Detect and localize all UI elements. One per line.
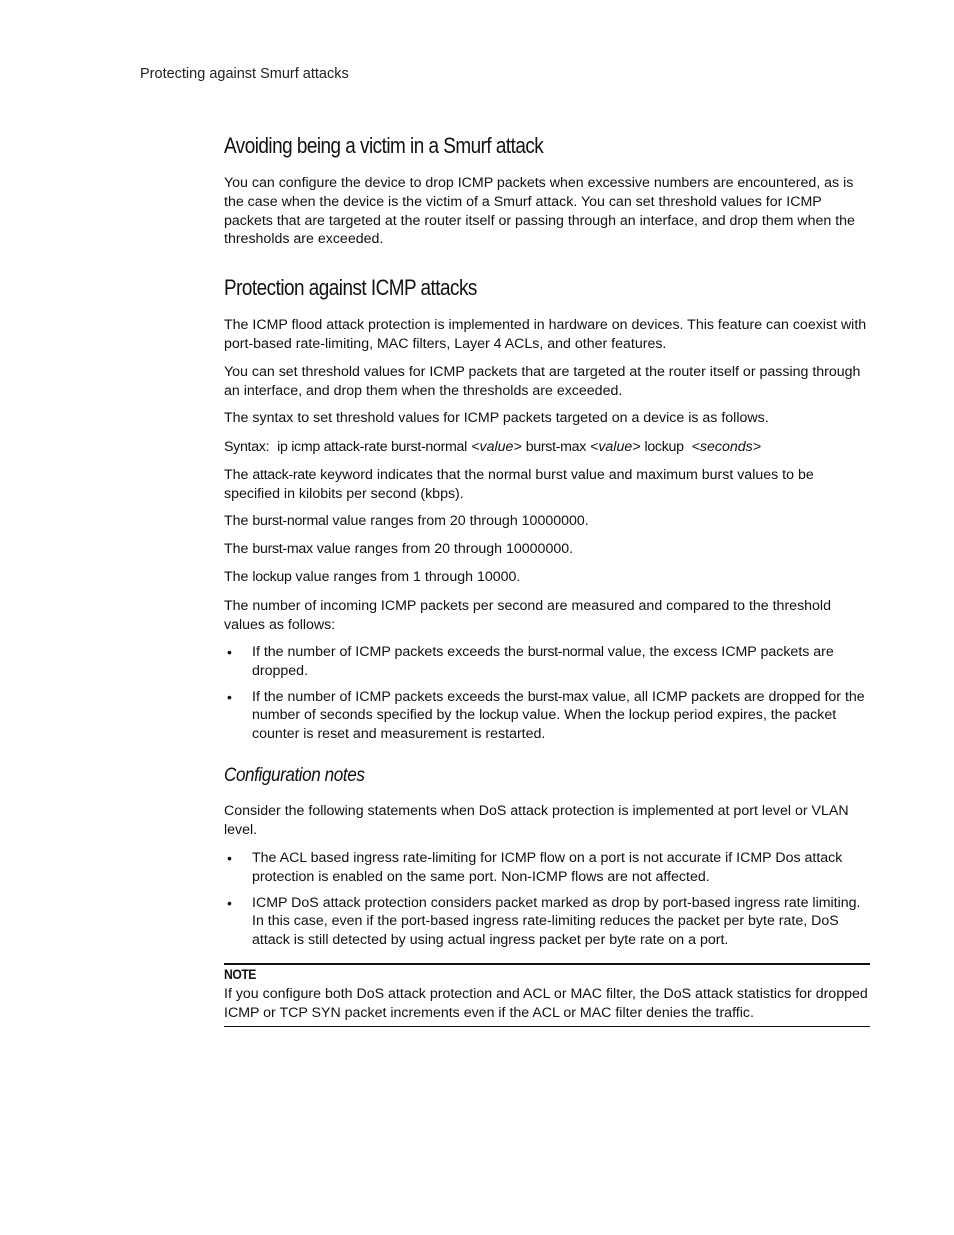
syntax-arg-seconds: <seconds> [691, 439, 762, 455]
paragraph-config-notes: Consider the following statements when DoS attack protection is implemented at port level or VLAN level. [224, 803, 849, 838]
list-item: • If the number of ICMP packets exceeds the burst-max value, all ICMP packets are dropped for the number of seconds specified by the lockup value. When the lockup period expires, the packet counter is reset and measurement is restarted. [227, 688, 865, 743]
running-head: Protecting against Smurf attacks [140, 66, 349, 82]
keyword-burst-normal: burst-normal [527, 644, 604, 660]
paragraph-burst-max: The burst-max value ranges from 20 through 10000000. [224, 541, 574, 557]
keyword-attack-rate: attack-rate [252, 467, 317, 483]
subsection-title-config-notes: Configuration notes [224, 764, 365, 786]
bullet-dot: • [227, 688, 232, 705]
keyword-burst-max: burst-max [527, 688, 589, 705]
keyword-burst-max: burst-max [252, 541, 313, 557]
note-text: If you configure both DoS attack protection and ACL or MAC filter, the DoS attack statistics for dropped ICMP or TCP SYN packet increments even if the ACL or MAC filter denies the traffic. [224, 986, 868, 1021]
note-bottom-rule [224, 1026, 870, 1027]
syntax-line [224, 438, 870, 457]
syntax-keyword-burst-max: burst-max [525, 439, 587, 455]
keyword-lockup: lockup [252, 569, 292, 585]
paragraph-measurement: The number of incoming ICMP packets per second are measured and compared to the threshold values as follows: [224, 598, 831, 633]
syntax-label: Syntax: [224, 439, 270, 455]
paragraph-burst-normal: The burst-normal value ranges from 20 through 10000000. [224, 513, 589, 529]
keyword-burst-normal: burst-normal [252, 513, 329, 529]
paragraph-attack-rate: The attack-rate keyword indicates that the normal burst value and maximum burst values to be specified in kilobits per second (kbps). [224, 467, 814, 502]
paragraph-smurf: You can configure the device to drop ICMP packets when excessive numbers are encountered, as is the case when the device is the victim of a Smurf attack. You can set threshold values for ICMP packets that are targeted at the router itself or passing through an interface, and drop them when the thresholds are exceeded. [224, 175, 855, 248]
syntax-command: ip icmp attack-rate burst-norma [277, 439, 465, 455]
bullet-dot: • [227, 894, 232, 911]
paragraph-lockup: The lockup value ranges from 1 through 10000. [224, 569, 521, 585]
list-item: • The ACL based ingress rate-limiting for ICMP flow on a port is not accurate if ICMP Dos attack protection is enabled on the same port. Non-ICMP flows are not affected. [227, 850, 843, 885]
syntax-arg-value-1: <value> [471, 439, 522, 455]
syntax-command-tail: l [464, 439, 468, 455]
note-top-rule [224, 963, 870, 965]
paragraph-icmp-intro: The ICMP flood attack protection is implemented in hardware on devices. This feature can coexist with port-based rate-limiting, MAC filters, Layer 4 ACLs, and other features. [224, 317, 867, 352]
note-label: NOTE [224, 967, 256, 982]
list-item: • ICMP DoS attack protection considers packet marked as drop by port-based ingress rate limiting. In this case, even if the port-based ingress rate-limiting reduces the packet per byte rate, DoS attack is still detected by using actual ingress packet per byte rate on a port. [227, 894, 861, 949]
list-item: • If the number of ICMP packets exceeds the burst-normal value, the excess ICMP packets are dropped. [227, 644, 834, 679]
bullet-dot: • [227, 850, 232, 866]
section-title-smurf: Avoiding being a victim in a Smurf attack [224, 133, 544, 158]
syntax-arg-value-2: <value> [590, 439, 641, 455]
config-notes-bullets [224, 849, 870, 950]
threshold-bullets [224, 643, 870, 744]
paragraph-syntax-intro: The syntax to set threshold values for ICMP packets targeted on a device is as follows. [224, 410, 769, 426]
paragraph-threshold: You can set threshold values for ICMP packets that are targeted at the router itself or passing through an interface, and drop them when the thresholds are exceeded. [224, 364, 861, 399]
bullet-dot: • [227, 644, 232, 660]
section-title-icmp: Protection against ICMP attacks [224, 275, 477, 300]
syntax-keyword-lockup: lockup [644, 439, 684, 455]
keyword-lockup: lockup [479, 707, 519, 724]
